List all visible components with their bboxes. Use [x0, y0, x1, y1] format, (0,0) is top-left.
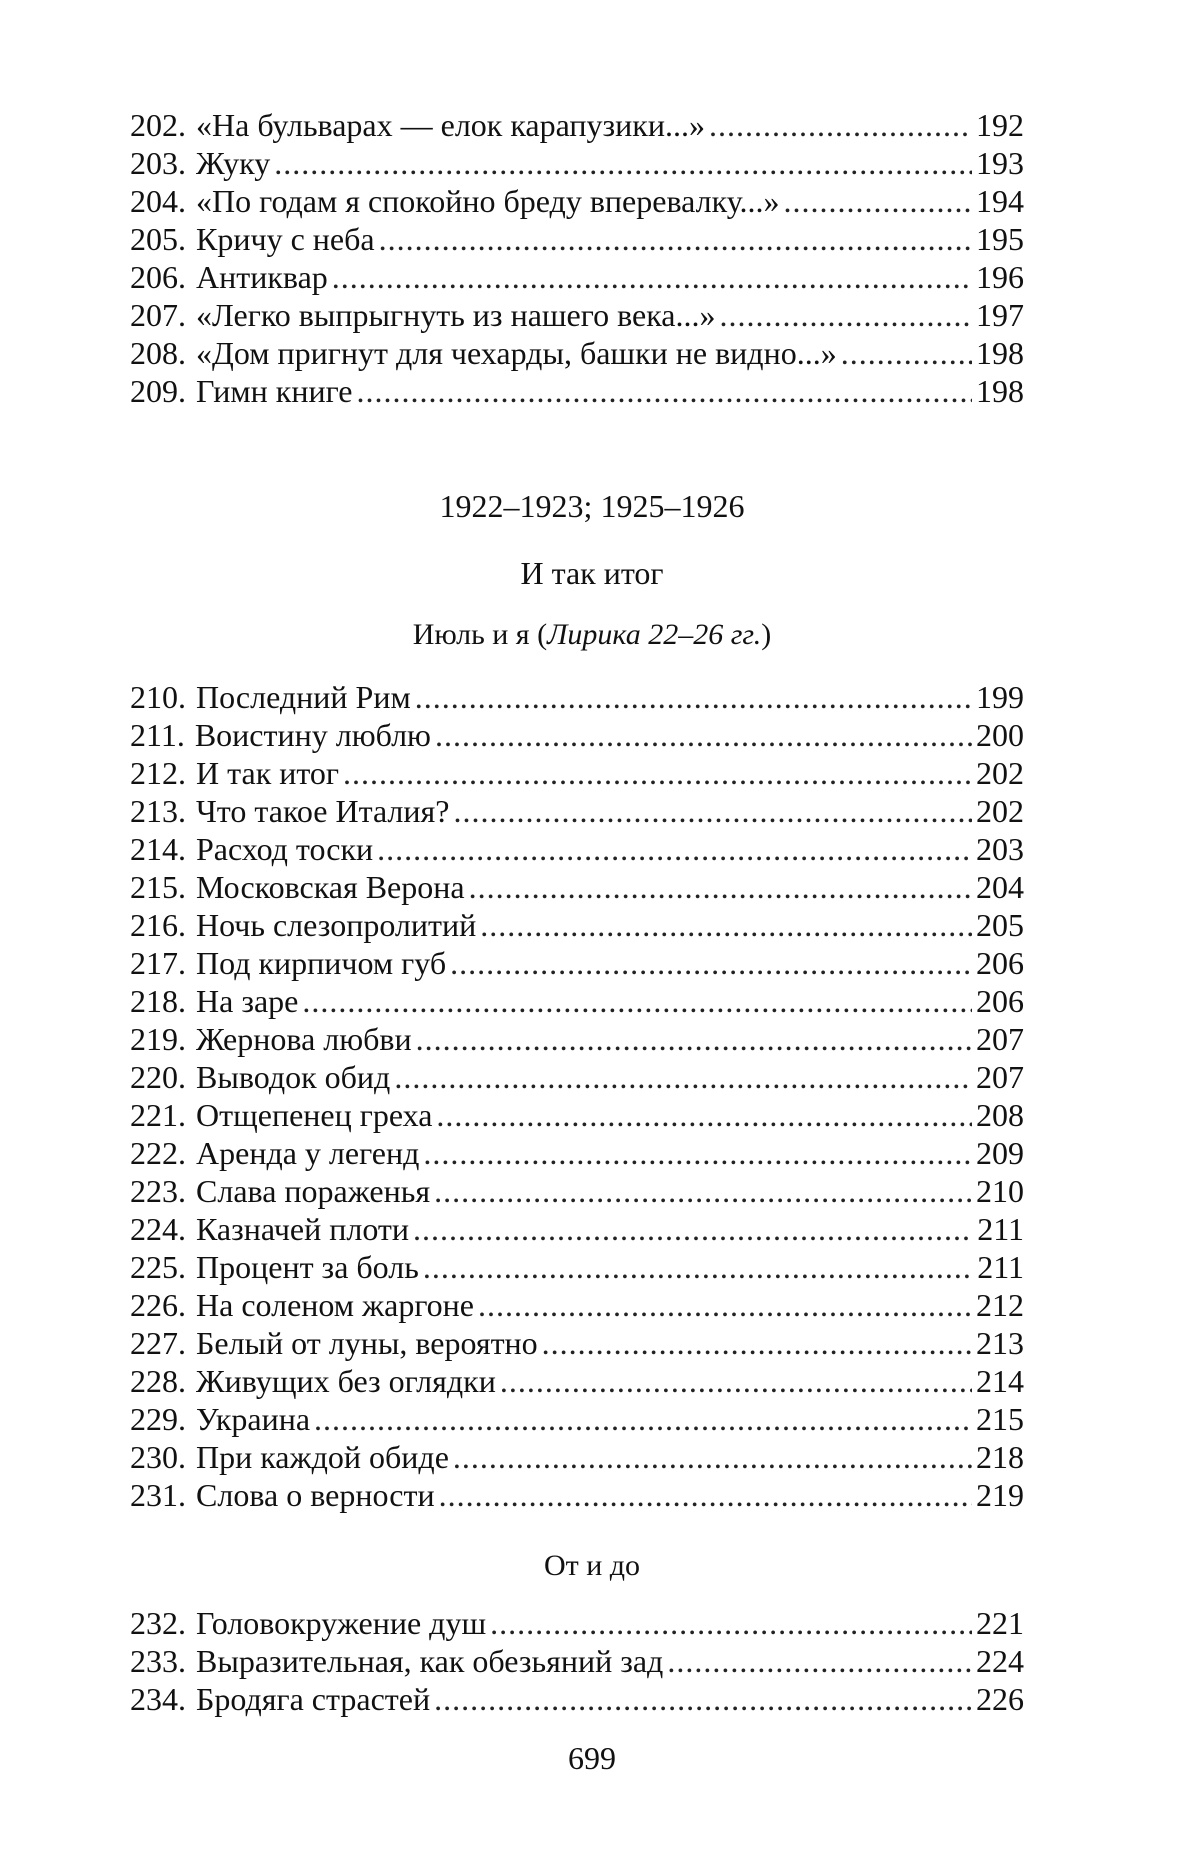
- toc-entry-page: 205: [976, 907, 1024, 943]
- toc-leader-dots: [394, 1058, 972, 1096]
- toc-entry: [130, 372, 1024, 410]
- toc-entry-number: 232.: [130, 1605, 186, 1641]
- toc-entry-number: 218.: [130, 983, 186, 1019]
- toc-entry-number: 209.: [130, 373, 186, 409]
- toc-entry-title: Ночь слезопролитий: [196, 907, 477, 943]
- toc-entry-number: 210.: [130, 679, 186, 715]
- toc-entry-title: На заре: [196, 983, 299, 1019]
- toc-leader-dots: [500, 1362, 972, 1400]
- toc-leader-dots: [439, 1476, 972, 1514]
- toc-entry-number: 228.: [130, 1363, 186, 1399]
- toc-entry-number: 225.: [130, 1249, 186, 1285]
- toc-entry-page: 212: [976, 1287, 1024, 1323]
- toc-entry-page: 199: [976, 679, 1024, 715]
- toc-leader-dots: [783, 182, 972, 220]
- toc-leader-dots: [453, 1438, 972, 1476]
- toc-entry-page: 218: [976, 1439, 1024, 1475]
- toc-entry-title: «По годам я спокойно бреду вперевалку...»: [196, 183, 780, 219]
- toc-leader-dots: [379, 220, 972, 258]
- toc-entry: [130, 1680, 1024, 1718]
- toc-entry-number: 211.: [130, 717, 185, 753]
- toc-entry-number: 220.: [130, 1059, 186, 1095]
- toc-entry: [130, 144, 1024, 182]
- toc-entry-page: 214: [976, 1363, 1024, 1399]
- toc-entry-title: Головокружение душ: [196, 1605, 487, 1641]
- toc-entry-title: Последний Рим: [196, 679, 411, 715]
- toc-entry-page: 211: [977, 1249, 1024, 1285]
- toc-entry-page: 206: [976, 983, 1024, 1019]
- toc-entry-number: 229.: [130, 1401, 186, 1437]
- toc-entry-number: 234.: [130, 1681, 186, 1717]
- toc-entry-number: 219.: [130, 1021, 186, 1057]
- toc-entry-number: 221.: [130, 1097, 186, 1133]
- toc-entry: [130, 1020, 1024, 1058]
- toc-entry-page: 224: [976, 1643, 1024, 1679]
- toc-leader-dots: [490, 1604, 972, 1642]
- book-title-heading: И так итог: [520, 555, 664, 591]
- toc-entry-number: 223.: [130, 1173, 186, 1209]
- toc-leader-dots: [332, 258, 972, 296]
- toc-entry-title: Бродяга страстей: [196, 1681, 431, 1717]
- toc-entry-page: 221: [976, 1605, 1024, 1641]
- page-number: 699: [568, 1740, 616, 1776]
- toc-entry-title: Воистину люблю: [194, 717, 431, 753]
- toc-leader-dots: [377, 830, 972, 868]
- toc-entry-number: 212.: [130, 755, 186, 791]
- toc-leader-dots: [434, 1680, 972, 1718]
- toc-entry-page: 226: [976, 1681, 1024, 1717]
- toc-entry-number: 205.: [130, 221, 186, 257]
- toc-block-3: [130, 1604, 1024, 1718]
- toc-entry-number: 215.: [130, 869, 186, 905]
- toc-entry-number: 208.: [130, 335, 186, 371]
- toc-entry: [130, 1096, 1024, 1134]
- toc-entry-page: 207: [976, 1059, 1024, 1095]
- toc-leader-dots: [436, 1096, 972, 1134]
- part-title-close: ): [761, 618, 772, 651]
- toc-entry-title: И так итог: [196, 755, 340, 791]
- part-title-text: Июль и я (: [412, 618, 548, 651]
- toc-leader-dots: [667, 1642, 972, 1680]
- toc-entry-page: 195: [976, 221, 1024, 257]
- toc-leader-dots: [356, 372, 972, 410]
- toc-entry-number: 222.: [130, 1135, 186, 1171]
- toc-entry: [130, 868, 1024, 906]
- toc-entry-page: 215: [976, 1401, 1024, 1437]
- toc-entry: [130, 678, 1024, 716]
- toc-leader-dots: [480, 906, 972, 944]
- toc-leader-dots: [434, 1172, 972, 1210]
- toc-entry-title: На соленом жаргоне: [196, 1287, 474, 1323]
- toc-entry-number: 227.: [130, 1325, 186, 1361]
- toc-leader-dots: [423, 1134, 972, 1172]
- toc-entry: [130, 1248, 1024, 1286]
- toc-entry-title: Отщепенец греха: [196, 1097, 433, 1133]
- toc-entry-page: 197: [976, 297, 1024, 333]
- toc-entry-page: 219: [976, 1477, 1024, 1513]
- toc-entry: [130, 1210, 1024, 1248]
- toc-entry-title: Слова о верности: [196, 1477, 435, 1513]
- toc-entry: [130, 334, 1024, 372]
- toc-entry: [130, 1324, 1024, 1362]
- toc-entry-page: 200: [976, 717, 1024, 753]
- toc-entry: [130, 1604, 1024, 1642]
- toc-entry-title: Жуку: [196, 145, 271, 181]
- toc-entry-title: Выразительная, как обезьяний зад: [196, 1643, 664, 1679]
- toc-entry-title: Антиквар: [196, 259, 328, 295]
- toc-leader-dots: [435, 716, 972, 754]
- toc-entry-page: 211: [977, 1211, 1024, 1247]
- toc-entry-number: 206.: [130, 259, 186, 295]
- toc-entry-title: При каждой обиде: [196, 1439, 449, 1475]
- toc-entry: [130, 982, 1024, 1020]
- toc-entry-title: Расход тоски: [196, 831, 374, 867]
- toc-entry: [130, 1642, 1024, 1680]
- toc-entry: [130, 906, 1024, 944]
- toc-entry: [130, 944, 1024, 982]
- toc-leader-dots: [709, 106, 972, 144]
- toc-entry: [130, 296, 1024, 334]
- toc-entry-page: 206: [976, 945, 1024, 981]
- toc-leader-dots: [413, 1210, 973, 1248]
- toc-entry: [130, 830, 1024, 868]
- toc-block-2: [130, 678, 1024, 1514]
- toc-leader-dots: [314, 1400, 972, 1438]
- toc-entry: [130, 1362, 1024, 1400]
- toc-entry-number: 214.: [130, 831, 186, 867]
- toc-leader-dots: [841, 334, 972, 372]
- toc-entry: [130, 1286, 1024, 1324]
- toc-entry-title: Под кирпичом губ: [196, 945, 447, 981]
- toc-entry-title: Белый от луны, вероятно: [196, 1325, 538, 1361]
- toc-entry-page: 204: [976, 869, 1024, 905]
- toc-entry: [130, 258, 1024, 296]
- toc-entry-page: 192: [976, 107, 1024, 143]
- toc-entry-page: 194: [976, 183, 1024, 219]
- toc-entry-page: 202: [976, 755, 1024, 791]
- toc-entry-number: 224.: [130, 1211, 186, 1247]
- toc-entry-title: «Дом пригнут для чехарды, башки не видно...»: [196, 335, 837, 371]
- toc-entry-title: «На бульварах — елок карапузики...»: [196, 107, 705, 143]
- toc-entry-title: Жернова любви: [196, 1021, 412, 1057]
- toc-entry-title: Кричу с неба: [196, 221, 375, 257]
- toc-leader-dots: [469, 868, 972, 906]
- toc-entry-page: 198: [976, 335, 1024, 371]
- toc-entry-title: Процент за боль: [196, 1249, 419, 1285]
- toc-leader-dots: [453, 792, 972, 830]
- toc-entry-title: Слава пораженья: [196, 1173, 431, 1209]
- part-title-heading: [0, 615, 1184, 655]
- toc-entry: [130, 754, 1024, 792]
- toc-leader-dots: [478, 1286, 972, 1324]
- toc-entry-title: Гимн книге: [196, 373, 353, 409]
- toc-leader-dots: [343, 754, 972, 792]
- toc-leader-dots: [719, 296, 972, 334]
- toc-block-1: [130, 106, 1024, 410]
- toc-entry-number: 202.: [130, 107, 186, 143]
- toc-entry: [130, 1476, 1024, 1514]
- toc-entry-page: 207: [976, 1021, 1024, 1057]
- toc-entry-page: 196: [976, 259, 1024, 295]
- toc-entry: [130, 1172, 1024, 1210]
- part-title-italic: Лирика 22–26 гг.: [547, 618, 762, 651]
- toc-leader-dots: [274, 144, 972, 182]
- toc-entry: [130, 220, 1024, 258]
- toc-entry: [130, 792, 1024, 830]
- toc-entry: [130, 716, 1024, 754]
- toc-entry-number: 230.: [130, 1439, 186, 1475]
- toc-leader-dots: [450, 944, 972, 982]
- toc-entry: [130, 182, 1024, 220]
- toc-entry-title: Живущих без оглядки: [196, 1363, 496, 1399]
- toc-leader-dots: [415, 678, 972, 716]
- toc-entry: [130, 1134, 1024, 1172]
- toc-entry: [130, 106, 1024, 144]
- toc-leader-dots: [542, 1324, 972, 1362]
- toc-entry-title: «Легко выпрыгнуть из нашего века...»: [196, 297, 716, 333]
- toc-entry-number: 216.: [130, 907, 186, 943]
- toc-entry-title: Что такое Италия?: [196, 793, 450, 829]
- toc-leader-dots: [302, 982, 972, 1020]
- toc-entry-number: 203.: [130, 145, 186, 181]
- toc-entry-title: Московская Верона: [196, 869, 465, 905]
- toc-entry-title: Украина: [196, 1401, 311, 1437]
- section-years-heading: 1922–1923; 1925–1926: [439, 488, 745, 524]
- subsection-heading: От и до: [543, 1549, 641, 1582]
- toc-entry-number: 233.: [130, 1643, 186, 1679]
- toc-entry-number: 213.: [130, 793, 186, 829]
- toc-entry-page: 193: [976, 145, 1024, 181]
- toc-entry-page: 198: [976, 373, 1024, 409]
- toc-entry-number: 204.: [130, 183, 186, 219]
- toc-entry-title: Выводок обид: [196, 1059, 391, 1095]
- toc-entry-number: 207.: [130, 297, 186, 333]
- toc-entry-page: 203: [976, 831, 1024, 867]
- toc-leader-dots: [423, 1248, 973, 1286]
- toc-entry-number: 231.: [130, 1477, 186, 1513]
- toc-entry-page: 210: [976, 1173, 1024, 1209]
- toc-entry-title: Аренда у легенд: [196, 1135, 420, 1171]
- toc-entry: [130, 1438, 1024, 1476]
- toc-entry-title: Казначей плоти: [196, 1211, 410, 1247]
- toc-entry: [130, 1058, 1024, 1096]
- toc-entry-page: 213: [976, 1325, 1024, 1361]
- toc-entry-number: 226.: [130, 1287, 186, 1323]
- toc-entry-page: 202: [976, 793, 1024, 829]
- toc-leader-dots: [416, 1020, 972, 1058]
- toc-entry: [130, 1400, 1024, 1438]
- toc-entry-number: 217.: [130, 945, 186, 981]
- toc-entry-page: 209: [976, 1135, 1024, 1171]
- toc-entry-page: 208: [976, 1097, 1024, 1133]
